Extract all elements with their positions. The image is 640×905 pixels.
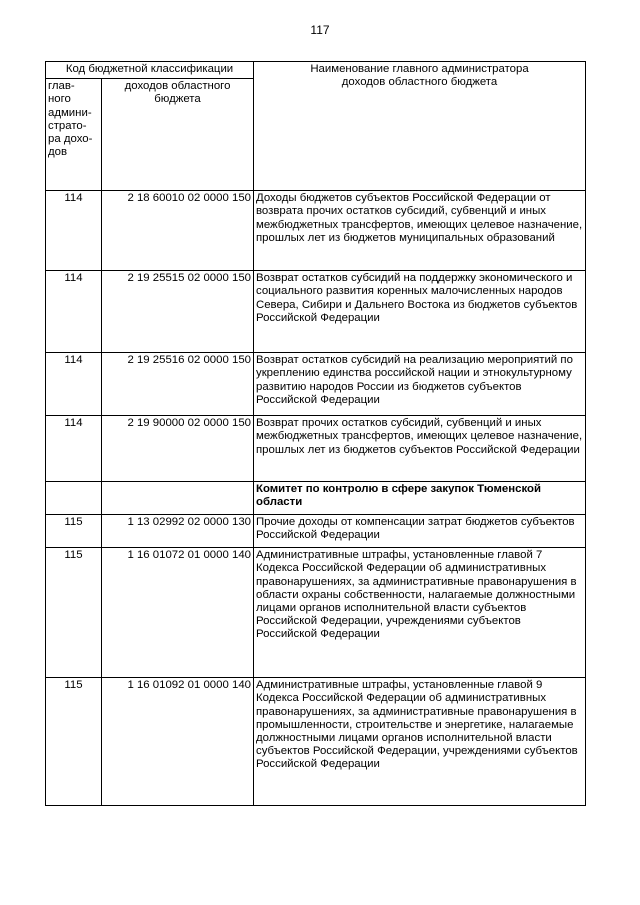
admin-code-cell: 114: [46, 353, 102, 416]
table-row: [46, 416, 586, 482]
admin-code-cell: [46, 482, 102, 515]
revenue-code-cell: 1 13 02992 02 0000 130: [102, 515, 254, 548]
admin-code-cell: 114: [46, 191, 102, 271]
admin-code-cell: 115: [46, 548, 102, 678]
revenue-code-cell: 2 19 25515 02 0000 150: [102, 271, 254, 353]
header-chief-administrator: [46, 79, 102, 191]
table-row: [46, 515, 586, 548]
header-administrator-name-text: Наименование главного администратора доходов областного бюджета: [310, 63, 529, 89]
revenue-name-cell: Возврат прочих остатков субсидий, субвенций и иных межбюджетных трансфертов, имеющих целевое назначение, прошлых лет из бюджетов субъектов Российской Федерации: [254, 416, 586, 482]
revenue-code-cell: 2 19 25516 02 0000 150: [102, 353, 254, 416]
header-administrator-name: [254, 62, 586, 191]
table-row: [46, 678, 586, 806]
admin-code-cell: 115: [46, 678, 102, 806]
section-title-cell: Комитет по контролю в сфере закупок Тюменской области: [254, 482, 586, 515]
table-row: [46, 191, 586, 271]
header-revenue-code-text: доходов областного бюджета: [124, 80, 231, 106]
table-row: [46, 353, 586, 416]
revenue-name-cell: Административные штрафы, установленные главой 7 Кодекса Российской Федерации об административных правонарушениях, за административные правонарушения в области охраны собственности, налагаемые должностными лицами органов исполнительной власти субъектов Российской Федерации, учреждениями субъектов Российской Федерации: [254, 548, 586, 678]
section-row: [46, 482, 586, 515]
admin-code-cell: 114: [46, 416, 102, 482]
header-budget-classification-code: Код бюджетной классификации: [46, 62, 254, 79]
revenue-code-cell: 1 16 01092 01 0000 140: [102, 678, 254, 806]
admin-code-cell: 114: [46, 271, 102, 353]
header-revenue-code: [102, 79, 254, 191]
revenue-code-cell: 1 16 01072 01 0000 140: [102, 548, 254, 678]
revenue-name-cell: Административные штрафы, установленные главой 9 Кодекса Российской Федерации об административных правонарушениях, за административные правонарушения в промышленности, строительстве и энергетике, налагаемые должностными лицами органов исполнительной власти субъектов Российской Федерации, учреждениями субъектов Российской Федерации: [254, 678, 586, 806]
budget-classification-table: [45, 61, 586, 806]
revenue-code-cell: 2 19 90000 02 0000 150: [102, 416, 254, 482]
header-chief-administrator-text: глав- ного админи- страто- ра дохо- дов: [48, 80, 93, 159]
page-number: 117: [310, 23, 330, 37]
header-row-group: [46, 62, 586, 79]
revenue-name-cell: Возврат остатков субсидий на реализацию мероприятий по укреплению единства российской нации и этнокультурному развитию народов России из бюджетов субъектов Российской Федерации: [254, 353, 586, 416]
revenue-name-cell: Возврат остатков субсидий на поддержку экономического и социального развития коренных малочисленных народов Севера, Сибири и Дальнего Востока из бюджетов субъектов Российской Федерации: [254, 271, 586, 353]
revenue-name-cell: Прочие доходы от компенсации затрат бюджетов субъектов Российской Федерации: [254, 515, 586, 548]
table-row: [46, 548, 586, 678]
revenue-code-cell: 2 18 60010 02 0000 150: [102, 191, 254, 271]
revenue-name-cell: Доходы бюджетов субъектов Российской Федерации от возврата прочих остатков субсидий, субвенций и иных межбюджетных трансфертов, имеющих целевое назначение, прошлых лет из бюджетов муниципальных образований: [254, 191, 586, 271]
revenue-code-cell: [102, 482, 254, 515]
admin-code-cell: 115: [46, 515, 102, 548]
table-row: [46, 271, 586, 353]
